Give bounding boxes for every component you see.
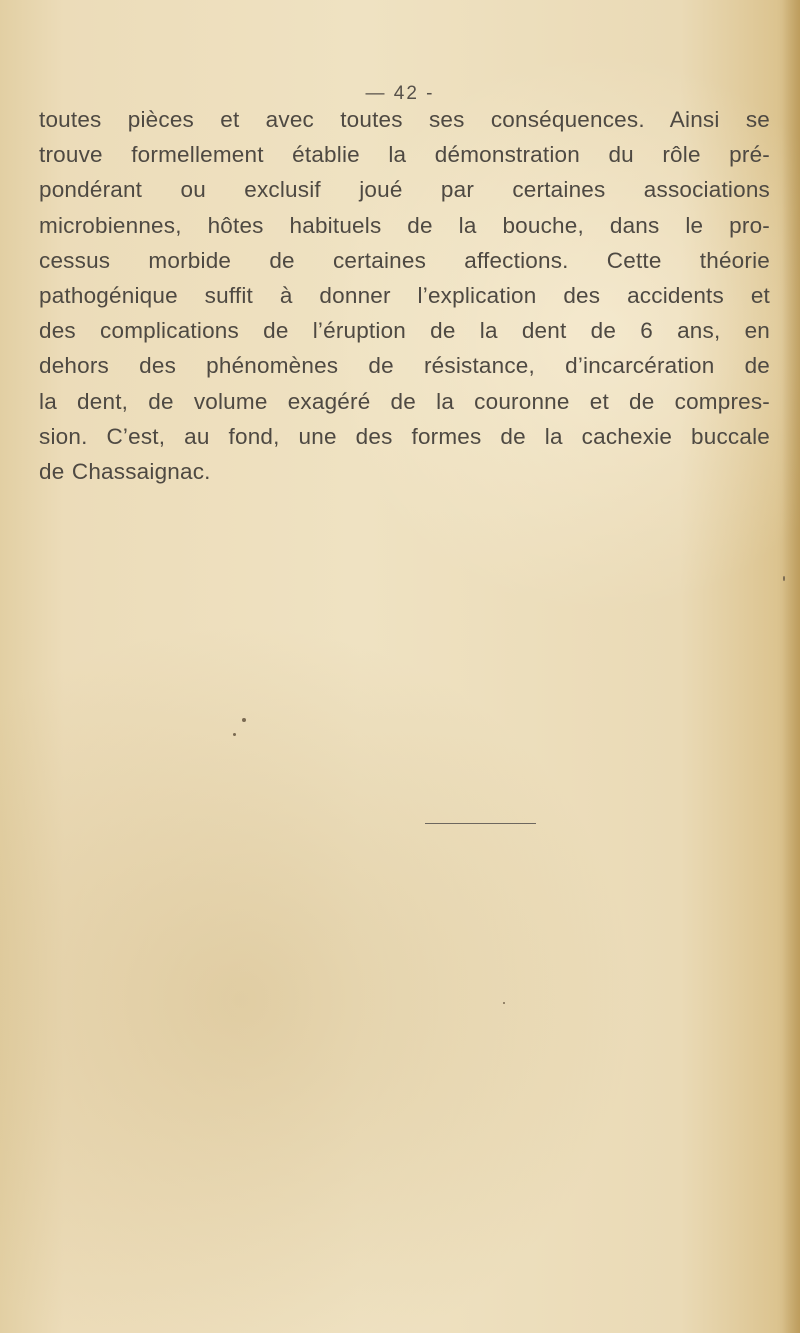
page-number: — 42 - xyxy=(365,83,435,104)
text-line-4: microbiennes, hôtes habituels de la bouche, dans le pro- xyxy=(39,212,770,238)
paper-speck xyxy=(233,733,236,736)
text-line-10: sion. C’est, au fond, une des formes de la cachexie buccale xyxy=(39,423,770,449)
text-line-6: pathogénique suffit à donner l’explication des accidents et xyxy=(39,283,770,309)
paper-speck xyxy=(783,576,785,581)
paper-speck xyxy=(242,718,246,722)
text-line-8: dehors des phénomènes de résistance, d’incarcération de xyxy=(39,353,770,379)
text-line-5: cessus morbide de certaines affections. Cette théorie xyxy=(39,247,770,273)
text-line-1: toutes pièces et avec toutes ses conséquences. Ainsi se xyxy=(39,107,770,132)
page-edge-shadow xyxy=(782,0,800,1333)
text-line-7: des complications de l’éruption de la dent de 6 ans, en xyxy=(39,318,770,344)
text-line-11: de Chassaignac. xyxy=(39,459,211,485)
text-line-2: trouve formellement établie la démonstration du rôle pré- xyxy=(39,142,770,168)
end-rule xyxy=(425,823,536,824)
paper-speck xyxy=(503,1002,505,1004)
body-paragraph xyxy=(39,102,770,489)
text-line-9: la dent, de volume exagéré de la couronne et de compres- xyxy=(39,388,770,414)
text-line-3: pondérant ou exclusif joué par certaines associations xyxy=(39,177,770,203)
